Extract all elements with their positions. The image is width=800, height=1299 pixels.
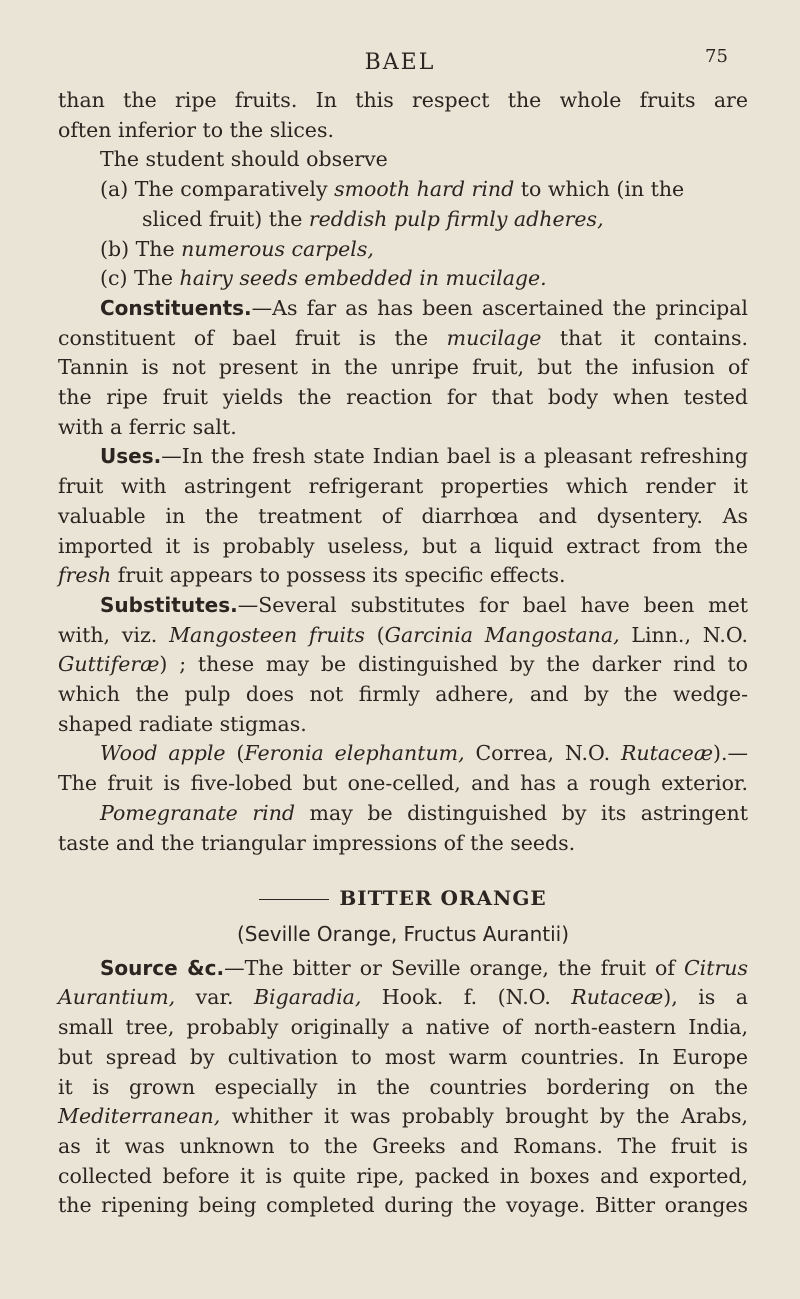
text-line: imported it is probably useless, but a liquid extract from the [58, 533, 748, 558]
text-line: valuable in the treatment of diarrhœa and dysentery. As [58, 503, 748, 528]
uses-heading: Uses. [100, 444, 162, 469]
text-line: Guttiferæ) ; these may be distinguished by the darker rind to [58, 652, 748, 677]
text-line: the ripe fruit yields the reaction for that body when tested [58, 385, 748, 410]
section-subtitle: (Seville Orange, Fructus Aurantii) [236, 921, 570, 946]
source-heading: Source &c. [100, 955, 225, 980]
text-line: fresh fruit appears to possess its specific effects. [58, 563, 566, 588]
constituents-paragraph: Constituents.—As far as has been ascertained the principal [100, 295, 748, 320]
uses-paragraph: Uses.—In the fresh state Indian bael is a pleasant refreshing [100, 444, 748, 469]
text-line: which the pulp does not firmly adhere, and by the wedge- [58, 682, 748, 707]
text-line: than the ripe fruits. In this respect the whole fruits are [58, 88, 748, 112]
text-line: small tree, probably originally a native of north-eastern India, [58, 1015, 748, 1040]
list-item-a-cont: sliced fruit) the reddish pulp firmly adheres, [142, 206, 604, 231]
text-line: but spread by cultivation to most warm countries. In Europe [58, 1044, 748, 1069]
text-line: fruit with astringent refrigerant properties which render it [58, 474, 748, 499]
text-line: collected before it is quite ripe, packed in boxes and exported, [58, 1163, 748, 1188]
text-line: Aurantium, var. Bigaradia, Hook. f. (N.O. Rutaceæ), is a [58, 985, 748, 1010]
text-line: The student should observe [100, 147, 388, 172]
substitutes-paragraph: Substitutes.—Several substitutes for bael have been met [100, 592, 748, 617]
list-item-c: (c) The hairy seeds embedded in mucilage. [100, 266, 547, 291]
wood-apple-paragraph: Wood apple (Feronia elephantum, Correa, N.O. Rutaceæ).— [100, 741, 748, 766]
text-line: shaped radiate stigmas. [58, 711, 307, 736]
text-line: The fruit is five-lobed but one-celled, and has a rough exterior. [58, 771, 748, 796]
text-line: often inferior to the slices. [58, 117, 334, 142]
text-line: taste and the triangular impressions of the seeds. [58, 830, 576, 855]
list-item-b: (b) The numerous carpels, [100, 236, 374, 261]
text-line: Mediterranean, whither it was probably brought by the Arabs, [58, 1104, 748, 1129]
running-head: BAEL [364, 50, 436, 75]
text-line: it is grown especially in the countries bordering on the [58, 1074, 748, 1099]
text-line: with, viz. Mangosteen fruits (Garcinia Mangostana, Linn., N.O. [58, 622, 748, 647]
text-line: constituent of bael fruit is the mucilage that it contains. [58, 325, 749, 350]
text-line: as it was unknown to the Greeks and Romans. The fruit is [58, 1133, 748, 1158]
body-text [58, 86, 748, 1221]
text-line: the ripening being completed during the voyage. Bitter oranges [58, 1193, 748, 1218]
list-item-a: (a) The comparatively smooth hard rind to which (in the [100, 177, 685, 202]
text-line: Tannin is not present in the unripe fruit, but the infusion of [58, 355, 748, 380]
page-number: 75 [705, 46, 728, 67]
source-paragraph: Source &c.—The bitter or Seville orange, the fruit of Citrus [100, 955, 748, 980]
constituents-heading: Constituents. [100, 295, 252, 320]
pomegranate-paragraph: Pomegranate rind may be distinguished by its astringent [100, 800, 749, 825]
substitutes-heading: Substitutes. [100, 592, 238, 617]
rule-dash [259, 899, 329, 900]
text-line: with a ferric salt. [58, 414, 237, 439]
section-title: BITTER ORANGE [58, 884, 748, 914]
